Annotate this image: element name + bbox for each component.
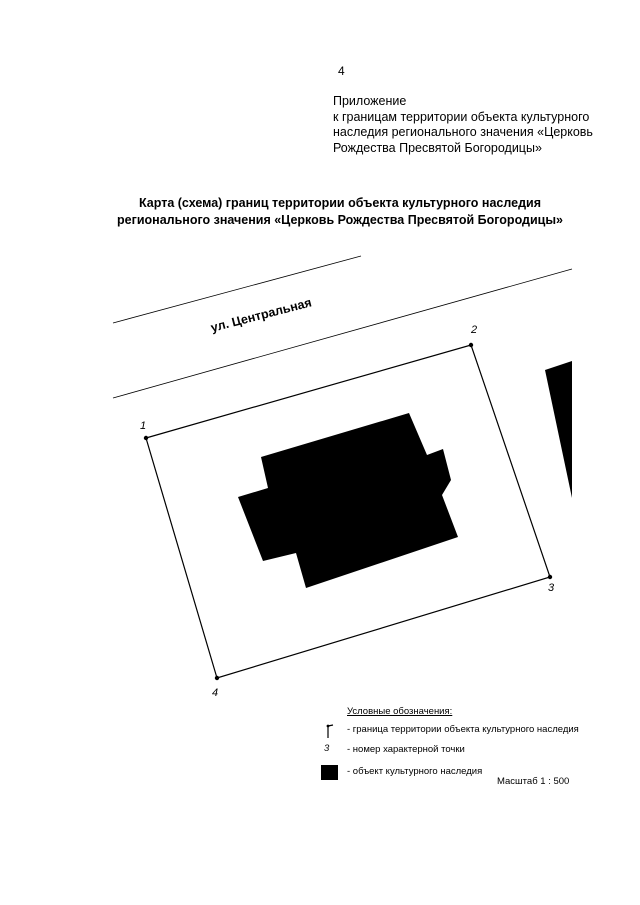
boundary-point-3 [548, 575, 552, 579]
legend-text: - граница территории объекта культурного наследия [347, 724, 579, 735]
point-label-3: 3 [548, 582, 555, 594]
page-number: 4 [338, 64, 345, 78]
legend-text: - объект культурного наследия [347, 766, 483, 777]
map-title-line: регионального значения «Церковь Рождества Пресвятой Богородицы» [117, 213, 563, 227]
map-scale: Масштаб 1 : 500 [497, 776, 570, 787]
heritage-object-icon [320, 764, 342, 782]
boundary-point-1 [144, 436, 148, 440]
street-edge-lower [113, 269, 572, 398]
legend-title: Условные обозначения: [347, 706, 453, 717]
legend-item-point-number [320, 742, 620, 760]
appendix-line: Рождества Пресвятой Богородицы» [333, 140, 542, 155]
street-label: ул. Центральная [209, 295, 314, 335]
point-label-2: 2 [471, 324, 478, 336]
appendix-line: наследия регионального значения «Церковь [333, 125, 593, 139]
legend-item-heritage-object [320, 764, 620, 782]
boundary-point-4 [215, 676, 219, 680]
boundary-point-2 [469, 343, 473, 347]
street-edge-upper [113, 256, 361, 323]
map-title-line: Карта (схема) границ территории объекта культурного наследия [139, 196, 541, 210]
legend-item-boundary [320, 722, 620, 740]
point-label-4: 4 [212, 687, 219, 699]
legend-text: - номер характерной точки [347, 744, 465, 755]
heritage-building [238, 413, 458, 588]
boundary-line-icon [320, 722, 342, 740]
appendix-line: Приложение [333, 94, 407, 108]
neighbor-building [545, 361, 572, 498]
point-label-1: 1 [140, 420, 147, 432]
appendix-line: к границам территории объекта культурного [333, 109, 590, 124]
point-number-sample: 3 [324, 743, 330, 754]
